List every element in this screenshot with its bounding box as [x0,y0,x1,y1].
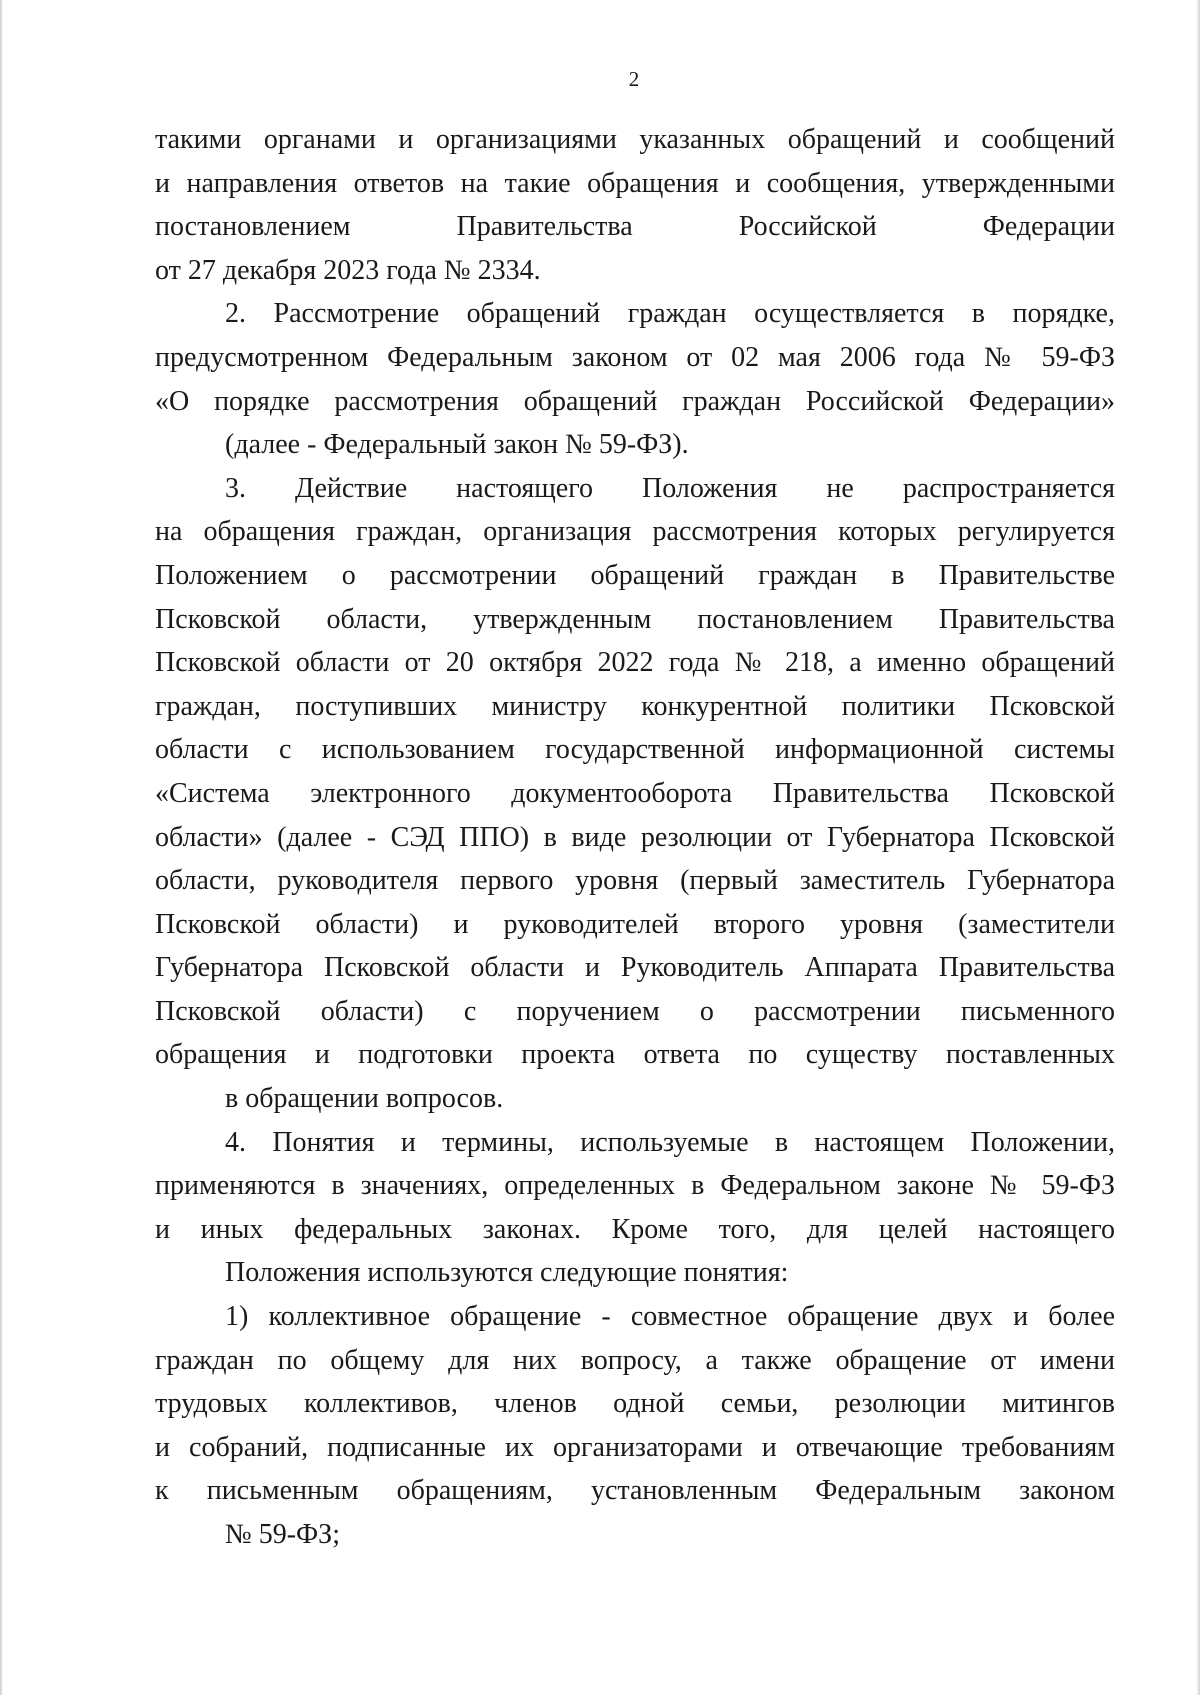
text-line: от 27 декабря 2023 года № 2334. [155,254,541,286]
text-line: 2. Рассмотрение обращений граждан осуществляется в порядке, [225,298,1115,330]
text-line: предусмотренном Федеральным законом от 02 мая 2006 года № 59-ФЗ [155,341,1115,373]
paragraph-continuation [155,118,1115,292]
text-line: области с использованием государственной информационной системы [155,734,1115,766]
text-line: Псковской области от 20 октября 2022 года № 218, а именно обращений [155,647,1115,679]
text-line: трудовых коллективов, членов одной семьи, резолюции митингов [155,1388,1115,1420]
text-line: постановлением Правительства Российской Федерации [155,211,1115,243]
text-line: такими органами и организациями указанных обращений и сообщений [155,124,1115,155]
text-line: граждан, поступивших министру конкурентной политики Псковской [155,690,1115,722]
text-line: (далее - Федеральный закон № 59-ФЗ). [225,429,689,461]
page-number: 2 [628,67,640,91]
text-line: и собраний, подписанные их организаторами и отвечающие требованиям [155,1431,1115,1463]
paragraph-2 [155,292,1115,466]
text-line: «Система электронного документооборота Правительства Псковской [155,777,1115,809]
text-line: Положением о рассмотрении обращений граждан в Правительстве [155,559,1115,591]
text-line: Псковской области) и руководителей второго уровня (заместители [155,908,1115,940]
text-line: «О порядке рассмотрения обращений граждан Российской Федерации» [155,385,1115,417]
text-line: Положения используются следующие понятия: [225,1257,789,1289]
text-line: на обращения граждан, организация рассмотрения которых регулируется [155,516,1115,548]
text-line: в обращении вопросов. [225,1083,504,1115]
text-line: и направления ответов на такие обращения и сообщения, утвержденными [155,167,1115,199]
text-line: граждан по общему для них вопросу, а также обращение от имени [155,1344,1115,1376]
text-line: области, руководителя первого уровня (первый заместитель Губернатора [155,865,1115,897]
text-line: Псковской области) с поручением о рассмотрении письменного [155,995,1115,1027]
text-line: к письменным обращениям, установленным Федеральным законом [155,1475,1115,1507]
paragraph-4-item-1 [155,1295,1115,1557]
paragraph-3 [155,467,1115,1121]
scan-edge-left [0,0,3,1695]
text-line: Псковской области, утвержденным постановлением Правительства [155,603,1115,635]
text-line: 3. Действие настоящего Положения не распространяется [225,472,1115,504]
text-line: обращения и подготовки проекта ответа по существу поставленных [155,1039,1115,1071]
text-line: № 59-ФЗ; [225,1519,340,1550]
text-line: применяются в значениях, определенных в Федеральном законе № 59-ФЗ [155,1170,1115,1202]
text-line: 4. Понятия и термины, используемые в настоящем Положении, [225,1126,1115,1158]
scan-edge-right [1196,0,1200,1695]
text-line: области» (далее - СЭД ППО) в виде резолюции от Губернатора Псковской [155,821,1115,853]
paragraph-4 [155,1121,1115,1295]
document-body [155,118,1115,1557]
text-line: Губернатора Псковской области и Руководитель Аппарата Правительства [155,952,1115,984]
text-line: 1) коллективное обращение - совместное обращение двух и более [225,1301,1115,1333]
text-line: и иных федеральных законах. Кроме того, для целей настоящего [155,1213,1115,1245]
